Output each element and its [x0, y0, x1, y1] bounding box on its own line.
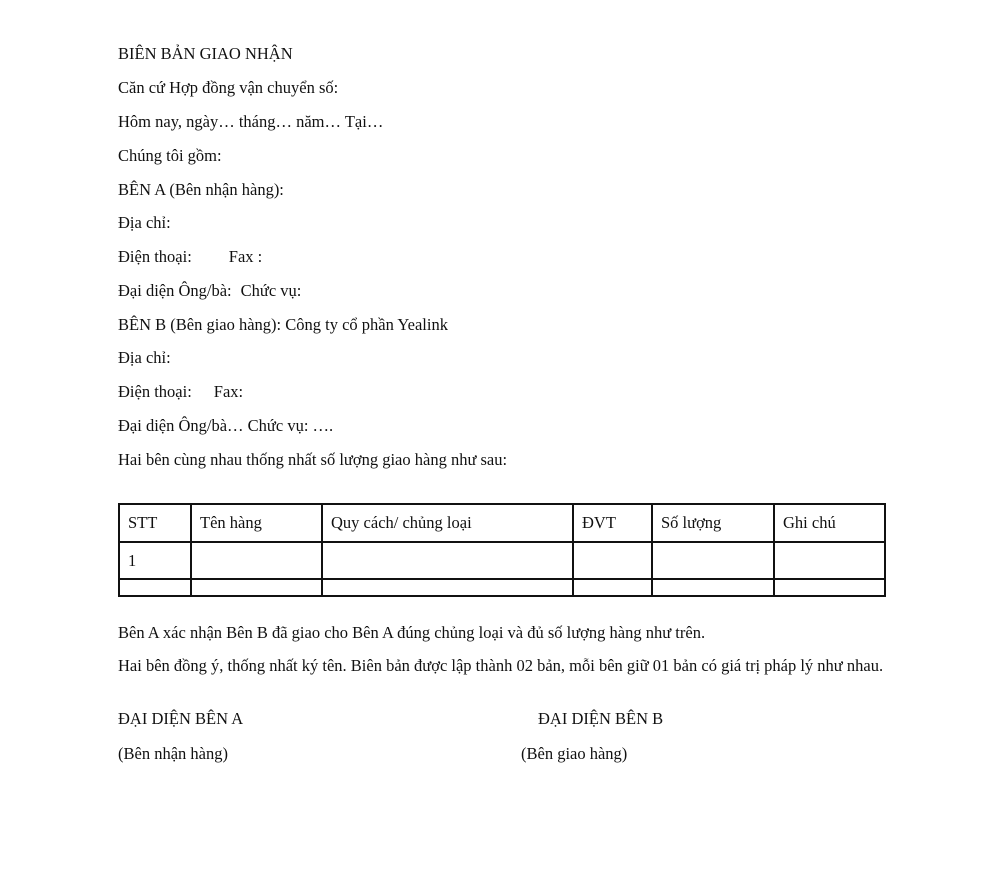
party-b-address-label: Địa chỉ: [118, 348, 171, 367]
party-b-fax-label: Fax: [213, 382, 244, 401]
header-quy-cach: Quy cách/ chủng loại [322, 504, 573, 542]
table-cell [774, 579, 885, 596]
table-header-row [119, 504, 885, 542]
document-title: BIÊN BẢN GIAO NHẬN [118, 44, 293, 63]
closing-paragraph: Hai bên đồng ý, thống nhất ký tên. Biên bản được lập thành 02 bản, mỗi bên giữ 01 bản có giá trị pháp lý như nhau. [118, 656, 884, 675]
party-a-representative-line [118, 281, 301, 301]
goods-table [118, 503, 886, 597]
header-stt: STT [119, 504, 191, 542]
table-cell [119, 579, 191, 596]
table-cell [322, 542, 573, 579]
party-a-address-label: Địa chỉ: [118, 213, 171, 232]
table-cell [573, 542, 652, 579]
table-row [119, 542, 885, 579]
intro-line: Chúng tôi gồm: [118, 146, 222, 165]
header-so-luong: Số lượng [652, 504, 774, 542]
confirmation-line: Bên A xác nhận Bên B đã giao cho Bên A đúng chủng loại và đủ số lượng hàng như trên. [118, 623, 706, 642]
table-row [119, 579, 885, 596]
table-cell [652, 579, 774, 596]
signature-b-title: ĐẠI DIỆN BÊN B [538, 709, 664, 728]
table-cell: 1 [119, 542, 191, 579]
party-a-phone-label: Điện thoại: [118, 247, 192, 266]
header-ghi-chu: Ghi chú [774, 504, 885, 542]
agreement-line: Hai bên cùng nhau thống nhất số lượng giao hàng như sau: [118, 450, 508, 469]
party-a-fax-label: Fax : [228, 247, 263, 266]
header-ten-hang: Tên hàng [191, 504, 322, 542]
signature-b-subtitle: (Bên giao hàng) [521, 744, 628, 763]
table-cell [191, 542, 322, 579]
signature-a-title: ĐẠI DIỆN BÊN A [118, 709, 244, 728]
table-cell [573, 579, 652, 596]
table-cell [774, 542, 885, 579]
table-cell [191, 579, 322, 596]
party-a-heading: BÊN A (Bên nhận hàng): [118, 180, 284, 199]
party-a-position-label: Chức vụ: [240, 281, 302, 300]
party-a-rep-label: Đại diện Ông/bà: [118, 281, 232, 300]
party-b-contact-line [118, 382, 243, 402]
party-b-heading: BÊN B (Bên giao hàng): Công ty cổ phần Yealink [118, 315, 448, 334]
party-b-representative-line: Đại diện Ông/bà… Chức vụ: …. [118, 416, 334, 435]
signature-a-subtitle: (Bên nhận hàng) [118, 744, 228, 763]
party-a-contact-line [118, 247, 262, 267]
table-cell [322, 579, 573, 596]
table-cell [652, 542, 774, 579]
contract-reference: Căn cứ Hợp đồng vận chuyển số: [118, 78, 339, 97]
party-b-phone-label: Điện thoại: [118, 382, 192, 401]
header-dvt: ĐVT [573, 504, 652, 542]
date-location-line: Hôm nay, ngày… tháng… năm… Tại… [118, 112, 384, 131]
